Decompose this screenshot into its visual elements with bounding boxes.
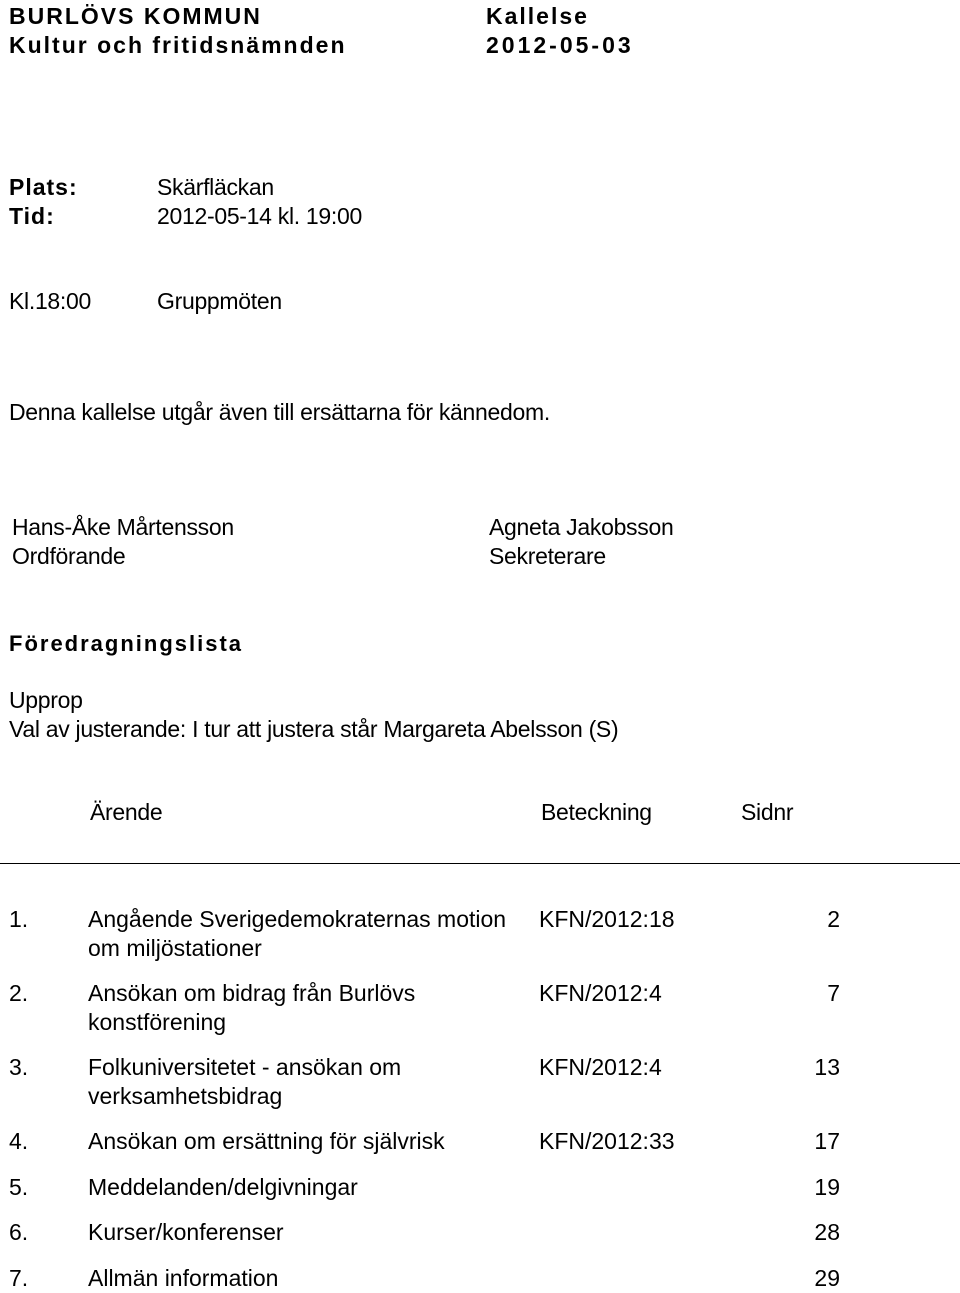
- agenda-intro-rollcall: Upprop: [9, 687, 83, 713]
- item-title: Ansökan om ersättning för självrisk: [88, 1128, 445, 1154]
- item-title: Angående Sverigedemokraternas motion om miljöstationer: [88, 906, 507, 961]
- item-number: 3.: [9, 1054, 29, 1080]
- pre-meeting-event: Gruppmöten: [157, 288, 282, 314]
- item-title: Folkuniversitetet - ansökan om verksamhetsbidrag: [88, 1054, 402, 1109]
- pre-meeting-time: Kl.18:00: [9, 288, 91, 314]
- item-number: 6.: [9, 1219, 29, 1245]
- item-number: 2.: [9, 980, 29, 1006]
- document-date: 2012-05-03: [486, 32, 634, 58]
- time-value: 2012-05-14 kl. 19:00: [157, 203, 362, 229]
- column-header-matter: Ärende: [90, 799, 163, 825]
- agenda-title: Föredragningslista: [9, 631, 244, 656]
- organization-name: BURLÖVS KOMMUN: [9, 3, 262, 29]
- item-page: 28: [814, 1219, 840, 1245]
- item-title: Kurser/konferenser: [88, 1219, 284, 1245]
- item-reference: KFN/2012:33: [539, 1128, 675, 1154]
- chair-role: Ordförande: [12, 543, 126, 569]
- item-page: 29: [814, 1265, 840, 1291]
- item-title: Allmän information: [88, 1265, 279, 1291]
- item-title: Meddelanden/delgivningar: [88, 1174, 358, 1200]
- secretary-name: Agneta Jakobsson: [489, 514, 674, 540]
- column-header-reference: Beteckning: [541, 799, 652, 825]
- column-header-page: Sidnr: [741, 799, 794, 825]
- item-title: Ansökan om bidrag från Burlövs konstförening: [88, 980, 416, 1035]
- item-number: 5.: [9, 1174, 29, 1200]
- item-page: 2: [827, 906, 840, 932]
- place-label: Plats:: [9, 174, 78, 200]
- document-type: Kallelse: [486, 3, 589, 29]
- chair-name: Hans-Åke Mårtensson: [12, 514, 234, 540]
- item-number: 7.: [9, 1265, 29, 1291]
- agenda-intro-adjusters: Val av justerande: I tur att justera står Margareta Abelsson (S): [9, 716, 619, 742]
- header-divider: [0, 863, 960, 864]
- item-page: 19: [814, 1174, 840, 1200]
- item-page: 17: [814, 1128, 840, 1154]
- item-reference: KFN/2012:4: [539, 980, 662, 1006]
- department-name: Kultur och fritidsnämnden: [9, 32, 347, 58]
- item-number: 1.: [9, 906, 29, 932]
- item-reference: KFN/2012:4: [539, 1054, 662, 1080]
- place-value: Skärfläckan: [157, 174, 274, 200]
- item-number: 4.: [9, 1128, 29, 1154]
- secretary-role: Sekreterare: [489, 543, 606, 569]
- notice-text: Denna kallelse utgår även till ersättarna för kännedom.: [9, 399, 550, 425]
- item-page: 13: [814, 1054, 840, 1080]
- item-page: 7: [827, 980, 840, 1006]
- item-reference: KFN/2012:18: [539, 906, 675, 932]
- time-label: Tid:: [9, 203, 55, 229]
